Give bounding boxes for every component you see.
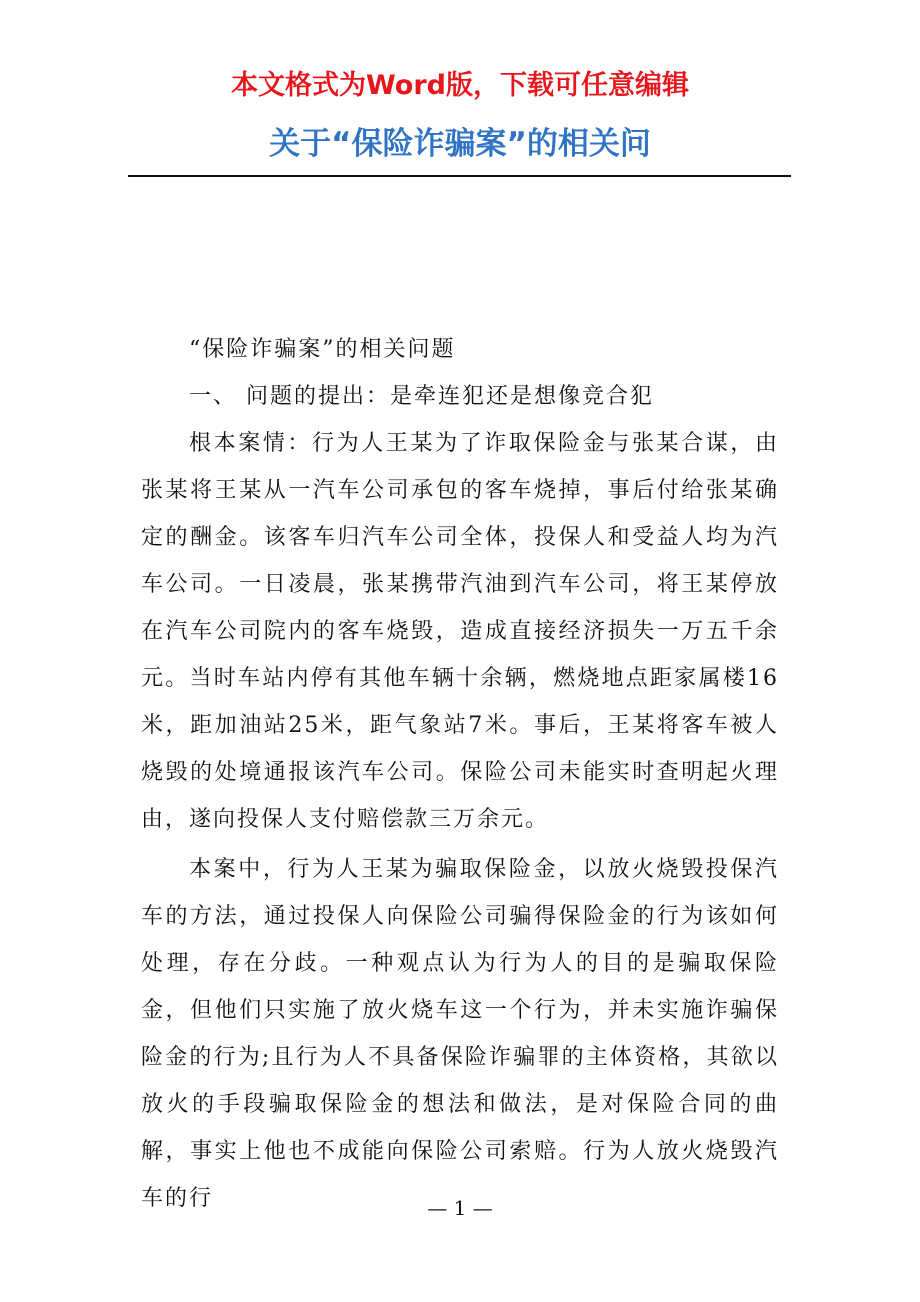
page-number: — 1 —	[427, 1196, 493, 1220]
body-subtitle: “保险诈骗案”的相关问题	[189, 337, 456, 362]
document-title: 关于“保险诈骗案”的相关问	[269, 126, 651, 162]
section-heading: 一、 问题的提出：是牵连犯还是想像竞合犯	[189, 384, 654, 409]
format-notice-banner: 本文格式为Word版，下载可任意编辑	[230, 70, 689, 101]
document-body	[141, 326, 779, 1222]
case-facts-paragraph: 根本案情：行为人王某为了诈取保险金与张某合谋，由张某将王某从一汽车公司承包的客车烧掉，事后付给张某确定的酬金。该客车归汽车公司全体，投保人和受益人均为汽车公司。一日凌晨，张某携带汽油到汽车公司，将王某停放在汽车公司院内的客车烧毁，造成直接经济损失一万五千余元。当时车站内停有其他车辆十余辆，燃烧地点距家属楼16米，距加油站25米，距气象站7米。事后，王某将客车被人烧毁的处境通报该汽车公司。保险公司未能实时查明起火理由，遂向投保人支付赔偿款三万余元。	[141, 431, 779, 832]
title-divider	[128, 175, 791, 177]
analysis-paragraph: 本案中，行为人王某为骗取保险金，以放火烧毁投保汽车的方法，通过投保人向保险公司骗得保险金的行为该如何处理，存在分歧。一种观点认为行为人的目的是骗取保险金，但他们只实施了放火烧车这一个行为，并未实施诈骗保险金的行为;且行为人不具备保险诈骗罪的主体资格，其欲以放火的手段骗取保险金的想法和做法，是对保险合同的曲解，事实上他也不成能向保险公司索赔。行为人放火烧毁汽车的行	[141, 857, 779, 1211]
